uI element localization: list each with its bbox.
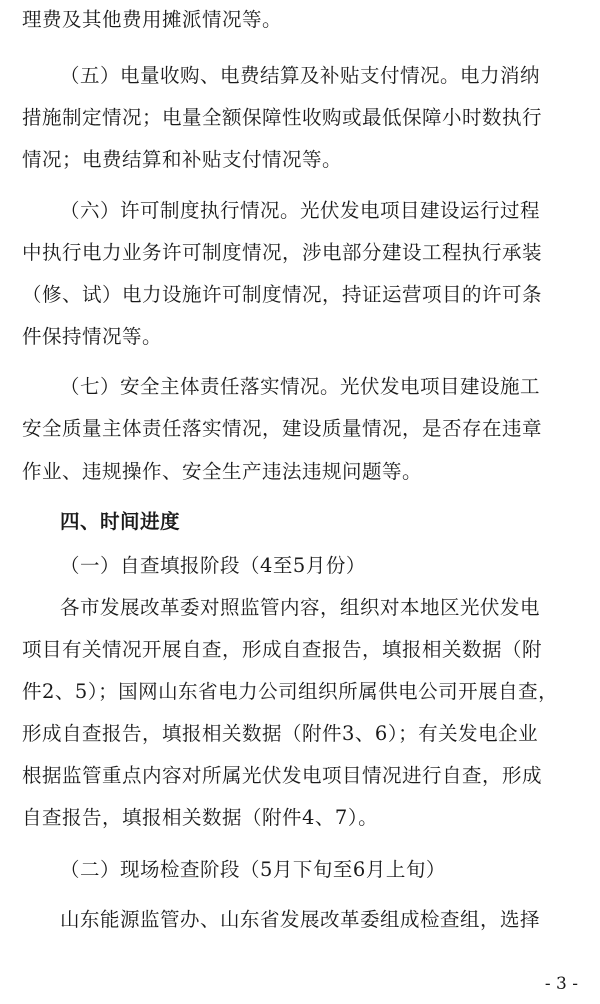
text-line: 中执行电力业务许可制度情况，涉电部分建设工程执行承装 [22, 241, 543, 264]
subsection-heading: （一）自查填报阶段（4至5月份） [60, 554, 366, 577]
text-line: （五）电量收购、电费结算及补贴支付情况。电力消纳 [60, 64, 541, 87]
text-line: 理费及其他费用摊派情况等。 [22, 8, 283, 31]
text-line: 件保持情况等。 [22, 325, 163, 348]
text-line: 件2、5）；国网山东省电力公司组织所属供电公司开展自查， [22, 680, 559, 703]
text-line: 作业、违规操作、安全生产违法违规问题等。 [22, 460, 423, 483]
text-line: 形成自查报告，填报相关数据（附件3、6）；有关发电企业 [22, 722, 539, 745]
text-line: 情况；电费结算和补贴支付情况等。 [22, 148, 343, 171]
text-line: （七）安全主体责任落实情况。光伏发电项目建设施工 [60, 375, 541, 398]
text-line: 各市发展改革委对照监管内容，组织对本地区光伏发电 [60, 596, 541, 619]
text-line: 根据监管重点内容对所属光伏发电项目情况进行自查，形成 [22, 764, 543, 787]
section-heading: 四、时间进度 [60, 510, 181, 533]
text-line: 山东能源监管办、山东省发展改革委组成检查组，选择 [60, 908, 541, 931]
text-line: （修、试）电力设施许可制度情况，持证运营项目的许可条 [22, 283, 543, 306]
page-number: - 3 - [544, 974, 578, 994]
text-line: 安全质量主体责任落实情况，建设质量情况，是否存在违章 [22, 417, 543, 440]
text-line: 措施制定情况；电量全额保障性收购或最低保障小时数执行 [22, 106, 543, 129]
text-line: （六）许可制度执行情况。光伏发电项目建设运行过程 [60, 199, 541, 222]
subsection-heading: （二）现场检查阶段（5月下旬至6月上旬） [60, 858, 446, 881]
text-line: 自查报告，填报相关数据（附件4、7）。 [22, 806, 379, 829]
text-line: 项目有关情况开展自查，形成自查报告，填报相关数据（附 [22, 638, 543, 661]
